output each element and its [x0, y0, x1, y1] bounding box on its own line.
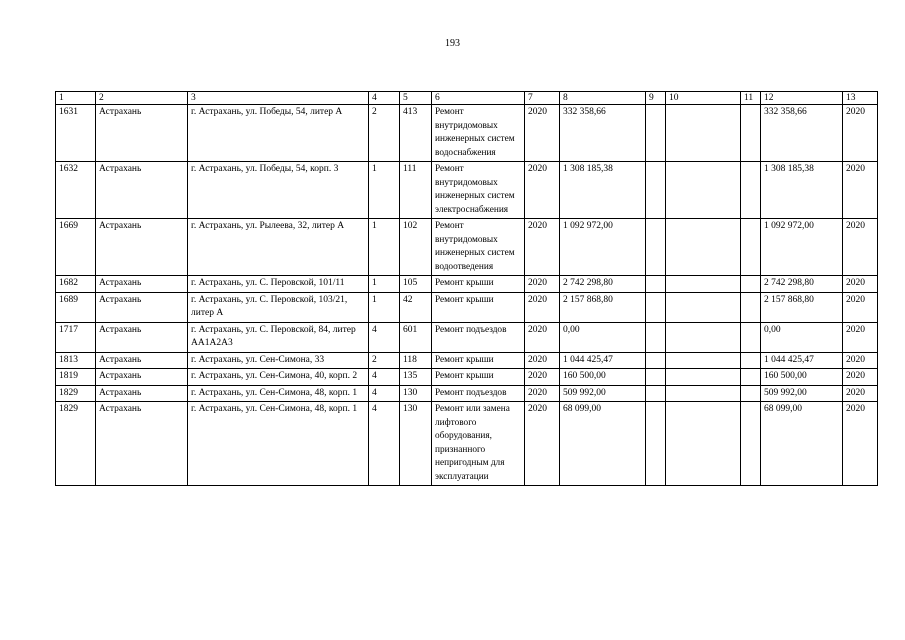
address-cell: г. Астрахань, ул. Сен-Симона, 48, корп. 1: [188, 385, 369, 402]
completion-year-cell: 2020: [843, 276, 878, 293]
column-9-cell: [646, 162, 666, 219]
column-10-cell: [666, 105, 741, 162]
year-cell: 2020: [525, 162, 560, 219]
work-type-cell: Ремонт крыши: [432, 276, 525, 293]
address-cell: г. Астрахань, ул. С. Перовской, 101/11: [188, 276, 369, 293]
table-body: [56, 105, 878, 486]
locality-cell: Астрахань: [96, 276, 188, 293]
column-header: 10: [666, 92, 741, 105]
year-cell: 2020: [525, 105, 560, 162]
cost-cell: 2 157 868,80: [761, 292, 843, 322]
column-header: 13: [843, 92, 878, 105]
record-number-cell: 1813: [56, 352, 96, 369]
column-header: 9: [646, 92, 666, 105]
cost-cell: 1 092 972,00: [761, 219, 843, 276]
entrances-cell: 4: [369, 385, 400, 402]
address-cell: г. Астрахань, ул. Сен-Симона, 33: [188, 352, 369, 369]
record-number-cell: 1682: [56, 276, 96, 293]
column-header: 2: [96, 92, 188, 105]
work-type-cell: Ремонт внутридомовых инженерных систем электроснабжения: [432, 162, 525, 219]
work-type-cell: Ремонт внутридомовых инженерных систем водоснабжения: [432, 105, 525, 162]
entrances-cell: 1: [369, 292, 400, 322]
column-11-cell: [741, 276, 761, 293]
table-row: [56, 276, 878, 293]
total-cost-cell: 68 099,00: [560, 402, 646, 486]
column-9-cell: [646, 369, 666, 386]
table-row: [56, 385, 878, 402]
column-10-cell: [666, 369, 741, 386]
column-11-cell: [741, 402, 761, 486]
work-type-cell: Ремонт крыши: [432, 292, 525, 322]
column-header: 1: [56, 92, 96, 105]
column-9-cell: [646, 385, 666, 402]
apartments-cell: 102: [400, 219, 432, 276]
address-cell: г. Астрахань, ул. Рылеева, 32, литер А: [188, 219, 369, 276]
column-9-cell: [646, 219, 666, 276]
table-row: [56, 162, 878, 219]
column-9-cell: [646, 322, 666, 352]
record-number-cell: 1829: [56, 385, 96, 402]
column-11-cell: [741, 385, 761, 402]
locality-cell: Астрахань: [96, 402, 188, 486]
cost-cell: 332 358,66: [761, 105, 843, 162]
year-cell: 2020: [525, 369, 560, 386]
column-9-cell: [646, 292, 666, 322]
table-row: [56, 402, 878, 486]
record-number-cell: 1669: [56, 219, 96, 276]
page-number: 193: [445, 38, 460, 49]
column-11-cell: [741, 219, 761, 276]
completion-year-cell: 2020: [843, 162, 878, 219]
completion-year-cell: 2020: [843, 369, 878, 386]
locality-cell: Астрахань: [96, 385, 188, 402]
address-cell: г. Астрахань, ул. Сен-Симона, 40, корп. 2: [188, 369, 369, 386]
work-type-cell: Ремонт внутридомовых инженерных систем водоотведения: [432, 219, 525, 276]
total-cost-cell: 0,00: [560, 322, 646, 352]
locality-cell: Астрахань: [96, 105, 188, 162]
completion-year-cell: 2020: [843, 322, 878, 352]
locality-cell: Астрахань: [96, 322, 188, 352]
address-cell: г. Астрахань, ул. С. Перовской, 84, литер АА1А2А3: [188, 322, 369, 352]
year-cell: 2020: [525, 402, 560, 486]
cost-cell: 68 099,00: [761, 402, 843, 486]
completion-year-cell: 2020: [843, 219, 878, 276]
total-cost-cell: 1 308 185,38: [560, 162, 646, 219]
entrances-cell: 1: [369, 276, 400, 293]
entrances-cell: 1: [369, 162, 400, 219]
year-cell: 2020: [525, 322, 560, 352]
apartments-cell: 42: [400, 292, 432, 322]
column-10-cell: [666, 276, 741, 293]
year-cell: 2020: [525, 276, 560, 293]
address-cell: г. Астрахань, ул. Сен-Симона, 48, корп. 1: [188, 402, 369, 486]
address-cell: г. Астрахань, ул. С. Перовской, 103/21, литер А: [188, 292, 369, 322]
column-header: 8: [560, 92, 646, 105]
apartments-cell: 130: [400, 402, 432, 486]
entrances-cell: 2: [369, 105, 400, 162]
total-cost-cell: 1 092 972,00: [560, 219, 646, 276]
column-10-cell: [666, 322, 741, 352]
column-11-cell: [741, 162, 761, 219]
column-header: 4: [369, 92, 400, 105]
completion-year-cell: 2020: [843, 105, 878, 162]
column-header: 7: [525, 92, 560, 105]
work-type-cell: Ремонт подъездов: [432, 385, 525, 402]
work-type-cell: Ремонт крыши: [432, 369, 525, 386]
table-row: [56, 369, 878, 386]
record-number-cell: 1819: [56, 369, 96, 386]
address-cell: г. Астрахань, ул. Победы, 54, литер А: [188, 105, 369, 162]
apartments-cell: 413: [400, 105, 432, 162]
year-cell: 2020: [525, 292, 560, 322]
column-10-cell: [666, 385, 741, 402]
total-cost-cell: 2 742 298,80: [560, 276, 646, 293]
apartments-cell: 111: [400, 162, 432, 219]
column-header: 5: [400, 92, 432, 105]
total-cost-cell: 1 044 425,47: [560, 352, 646, 369]
apartments-cell: 135: [400, 369, 432, 386]
column-9-cell: [646, 276, 666, 293]
cost-cell: 2 742 298,80: [761, 276, 843, 293]
repair-registry-table: [55, 91, 878, 486]
locality-cell: Астрахань: [96, 162, 188, 219]
column-11-cell: [741, 322, 761, 352]
completion-year-cell: 2020: [843, 352, 878, 369]
record-number-cell: 1631: [56, 105, 96, 162]
completion-year-cell: 2020: [843, 292, 878, 322]
column-10-cell: [666, 352, 741, 369]
cost-cell: 1 044 425,47: [761, 352, 843, 369]
column-9-cell: [646, 105, 666, 162]
address-cell: г. Астрахань, ул. Победы, 54, корп. 3: [188, 162, 369, 219]
cost-cell: 1 308 185,38: [761, 162, 843, 219]
column-10-cell: [666, 402, 741, 486]
work-type-cell: Ремонт подъездов: [432, 322, 525, 352]
cost-cell: 160 500,00: [761, 369, 843, 386]
table-row: [56, 105, 878, 162]
column-11-cell: [741, 352, 761, 369]
total-cost-cell: 332 358,66: [560, 105, 646, 162]
total-cost-cell: 509 992,00: [560, 385, 646, 402]
work-type-cell: Ремонт или замена лифтового оборудования, признанного непригодным для эксплуатации: [432, 402, 525, 486]
year-cell: 2020: [525, 385, 560, 402]
total-cost-cell: 160 500,00: [560, 369, 646, 386]
cost-cell: 0,00: [761, 322, 843, 352]
completion-year-cell: 2020: [843, 385, 878, 402]
locality-cell: Астрахань: [96, 369, 188, 386]
column-10-cell: [666, 219, 741, 276]
column-11-cell: [741, 369, 761, 386]
column-10-cell: [666, 162, 741, 219]
record-number-cell: 1717: [56, 322, 96, 352]
column-11-cell: [741, 105, 761, 162]
record-number-cell: 1689: [56, 292, 96, 322]
year-cell: 2020: [525, 219, 560, 276]
column-9-cell: [646, 352, 666, 369]
locality-cell: Астрахань: [96, 219, 188, 276]
table-row: [56, 219, 878, 276]
record-number-cell: 1632: [56, 162, 96, 219]
column-11-cell: [741, 292, 761, 322]
entrances-cell: 1: [369, 219, 400, 276]
table-row: [56, 292, 878, 322]
column-10-cell: [666, 292, 741, 322]
apartments-cell: 130: [400, 385, 432, 402]
entrances-cell: 4: [369, 369, 400, 386]
apartments-cell: 601: [400, 322, 432, 352]
entrances-cell: 4: [369, 402, 400, 486]
cost-cell: 509 992,00: [761, 385, 843, 402]
locality-cell: Астрахань: [96, 292, 188, 322]
entrances-cell: 4: [369, 322, 400, 352]
locality-cell: Астрахань: [96, 352, 188, 369]
total-cost-cell: 2 157 868,80: [560, 292, 646, 322]
year-cell: 2020: [525, 352, 560, 369]
record-number-cell: 1829: [56, 402, 96, 486]
work-type-cell: Ремонт крыши: [432, 352, 525, 369]
completion-year-cell: 2020: [843, 402, 878, 486]
table-row: [56, 322, 878, 352]
column-header: 11: [741, 92, 761, 105]
column-header: 12: [761, 92, 843, 105]
apartments-cell: 118: [400, 352, 432, 369]
table-row: [56, 352, 878, 369]
column-number-header-row: [56, 92, 878, 105]
entrances-cell: 2: [369, 352, 400, 369]
apartments-cell: 105: [400, 276, 432, 293]
column-header: 6: [432, 92, 525, 105]
column-9-cell: [646, 402, 666, 486]
column-header: 3: [188, 92, 369, 105]
